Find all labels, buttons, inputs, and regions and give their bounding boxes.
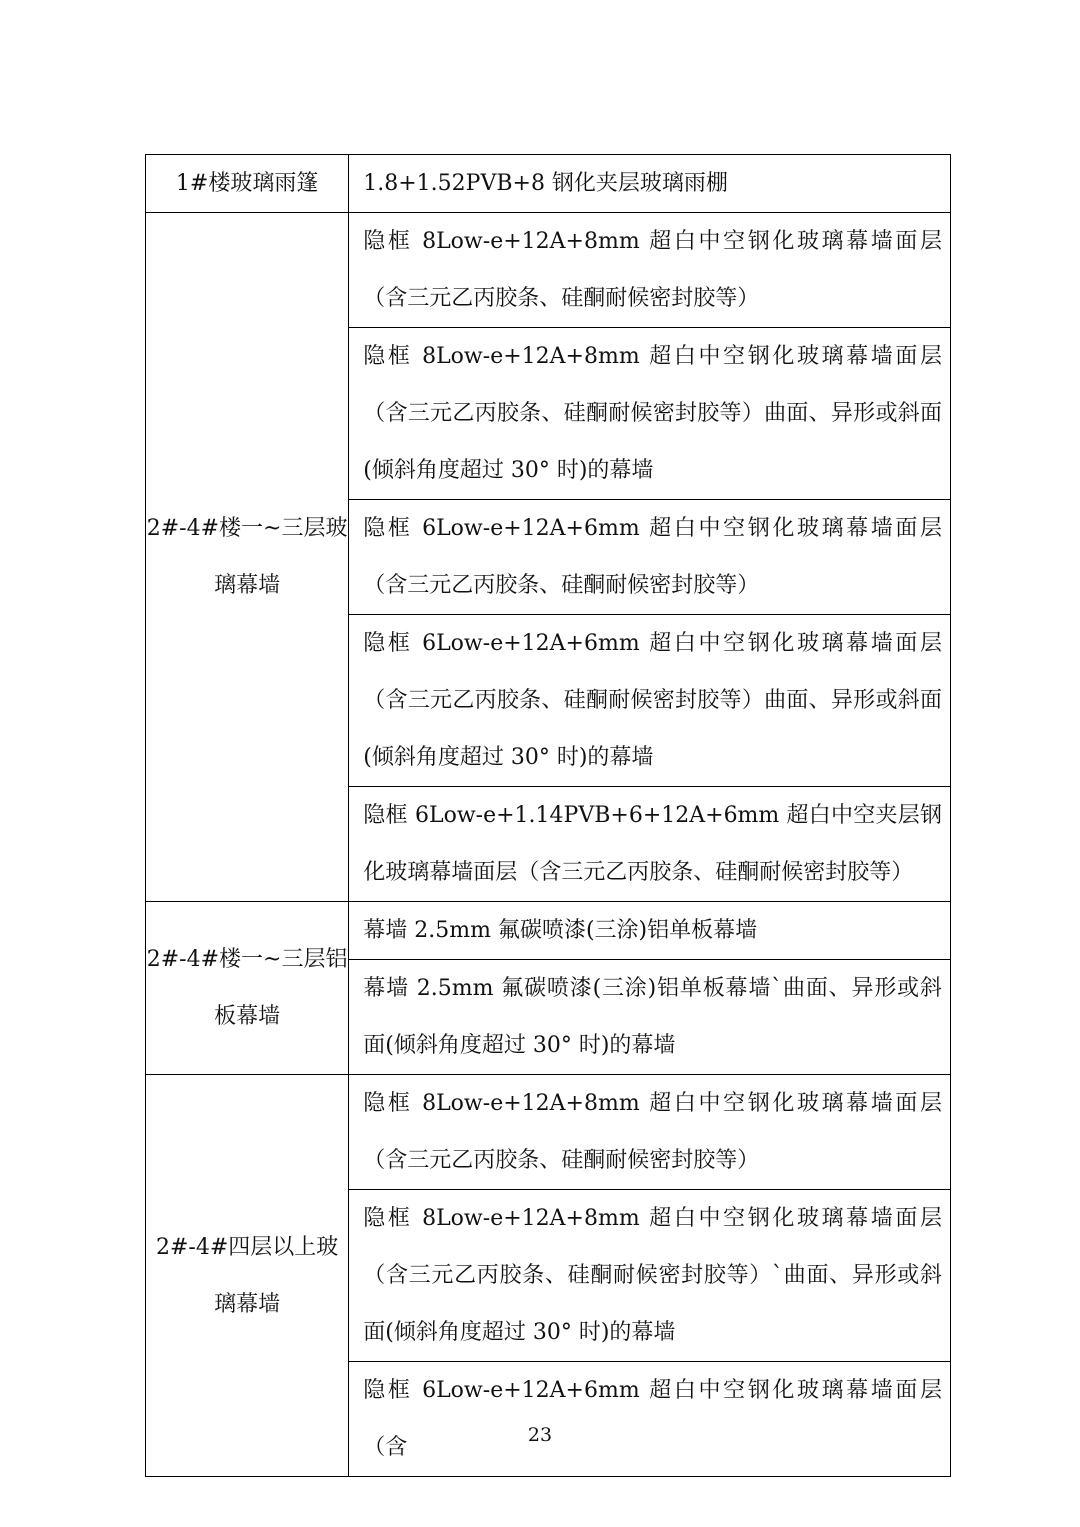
category-cell: 2#-4#楼一~三层铝板幕墙 [146,902,349,1075]
description-cell: 隐框 6Low-e+12A+6mm 超白中空钢化玻璃幕墙面层（含三元乙丙胶条、硅酮耐候密封胶等）曲面、异形或斜面(倾斜角度超过 30° 时)的幕墙 [349,615,951,787]
description-cell: 幕墙 2.5mm 氟碳喷漆(三涂)铝单板幕墙`曲面、异形或斜面(倾斜角度超过 30° 时)的幕墙 [349,960,951,1075]
table-row [146,902,951,960]
table-row [146,213,951,328]
table-row [146,155,951,213]
curtain-wall-spec-table [145,154,951,1477]
category-cell: 2#-4#四层以上玻璃幕墙 [146,1075,349,1477]
description-cell: 幕墙 2.5mm 氟碳喷漆(三涂)铝单板幕墙 [349,902,951,960]
table-row [146,1075,951,1190]
description-cell: 隐框 8Low-e+12A+8mm 超白中空钢化玻璃幕墙面层（含三元乙丙胶条、硅酮耐候密封胶等） [349,213,951,328]
description-cell: 隐框 6Low-e+12A+6mm 超白中空钢化玻璃幕墙面层（含 [349,1362,951,1477]
category-cell: 2#-4#楼一~三层玻璃幕墙 [146,213,349,902]
description-cell: 隐框 8Low-e+12A+8mm 超白中空钢化玻璃幕墙面层（含三元乙丙胶条、硅酮耐候密封胶等） [349,1075,951,1190]
description-cell: 隐框 8Low-e+12A+8mm 超白中空钢化玻璃幕墙面层（含三元乙丙胶条、硅酮耐候密封胶等）曲面、异形或斜面(倾斜角度超过 30° 时)的幕墙 [349,328,951,500]
description-cell: 1.8+1.52PVB+8 钢化夹层玻璃雨棚 [349,155,951,213]
category-cell: 1#楼玻璃雨篷 [146,155,349,213]
page-number: 23 [527,1424,553,1446]
description-cell: 隐框 6Low-e+1.14PVB+6+12A+6mm 超白中空夹层钢化玻璃幕墙面层（含三元乙丙胶条、硅酮耐候密封胶等） [349,787,951,902]
description-cell: 隐框 8Low-e+12A+8mm 超白中空钢化玻璃幕墙面层（含三元乙丙胶条、硅酮耐候密封胶等）`曲面、异形或斜面(倾斜角度超过 30° 时)的幕墙 [349,1190,951,1362]
description-cell: 隐框 6Low-e+12A+6mm 超白中空钢化玻璃幕墙面层（含三元乙丙胶条、硅酮耐候密封胶等） [349,500,951,615]
